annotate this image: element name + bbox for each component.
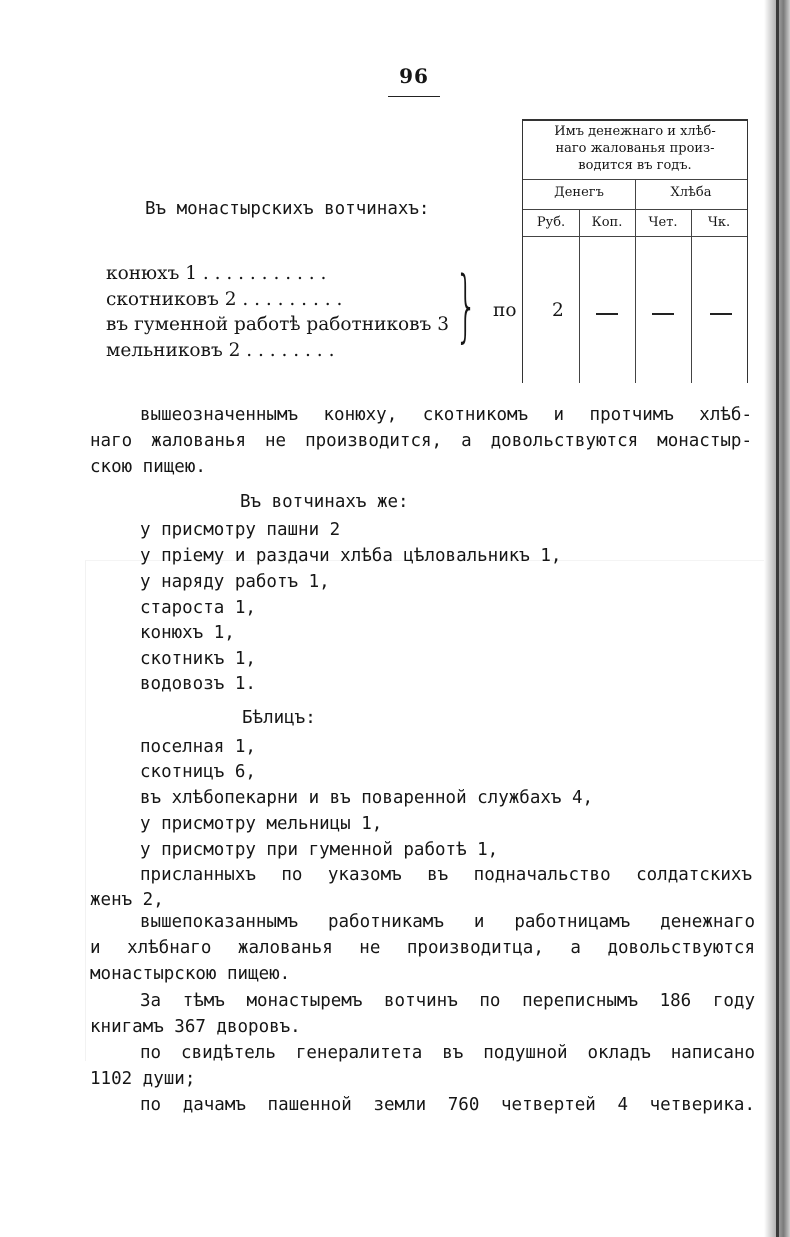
section-heading: Бѣлицъ: [242,708,316,728]
list-item: конюхъ 1, [140,623,235,643]
list-item: староста 1, [140,598,256,618]
paragraph-line: За тѣмъ монастыремъ вотчинъ по переписнымъ 186 году [140,991,755,1011]
list-item: скотникъ 1, [140,649,256,669]
list-item: въ хлѣбопекарни и въ поваренной службахъ 4, [140,788,594,808]
paragraph-line: скою пищею. [90,457,206,477]
group-money-header: Денегъ [554,185,604,200]
kop-value-dash [596,313,618,315]
page-number: 96 [399,64,429,88]
paragraph-line: по свидѣтель генералитета въ подушной окладъ написано [140,1043,755,1063]
page-number-underline [388,96,440,97]
list-item: водовозъ 1. [140,674,256,694]
paragraph-line: и хлѣбнаго жалованья не производитца, а довольствуются [90,938,755,958]
paragraph-line: монастырскою пищею. [90,964,291,984]
table-caption-line: наго жалованья произ- [555,141,715,156]
paragraph-line: вышеозначеннымъ конюху, скотникомъ и протчимъ хлѣб- [140,405,752,425]
list-item: въ гуменной работѣ работниковъ 3 [106,314,449,335]
list-item: у наряду работъ 1, [140,572,330,592]
table-rule [523,209,747,210]
list-item: у прiему и раздачи хлѣба цѣловальникъ 1, [140,546,562,566]
table-caption-line: Имъ денежнаго и хлѣб- [554,124,716,139]
list-item: скотницъ 6, [140,762,256,782]
col-chk-header: Чк. [707,215,731,230]
group-grain-header: Хлѣба [670,185,712,200]
rub-value: 2 [552,300,564,321]
chet-value-dash [652,313,674,315]
table-caption-line: водится въ годъ. [578,158,692,173]
table-caption [523,123,747,174]
list-item: у присмотру при гуменной работѣ 1, [140,840,499,860]
list-item: мельниковъ 2 . . . . . . . . [106,340,335,361]
list-item: у присмотру мельницы 1, [140,814,383,834]
paragraph-line: наго жалованья не производится, а довольствуются монастыр- [90,431,752,451]
list-item: конюхъ 1 . . . . . . . . . . . [106,263,327,284]
section-heading: Въ монастырскихъ вотчинахъ: [145,199,430,219]
wage-table [522,119,748,383]
chk-value-dash [710,313,732,315]
section-heading: Въ вотчинахъ же: [240,492,409,512]
list-item: у присмотру пашни 2 [140,520,341,540]
po-label: по [493,300,517,321]
brace-mark: } [455,261,478,351]
paragraph-line: книгамъ 367 дворовъ. [90,1017,301,1037]
table-rule [523,236,747,237]
page-edge-line [776,0,779,1237]
col-chet-header: Чет. [648,215,678,230]
col-kop-header: Коп. [591,215,623,230]
paragraph-line: 1102 души; [90,1069,196,1089]
paragraph-line: по дачамъ пашенной земли 760 четвертей 4 четверика. [140,1095,755,1115]
paragraph-line: вышепоказаннымъ работникамъ и работницамъ денежнаго [140,912,755,932]
paragraph-line: присланныхъ по указомъ въ подначальство солдатскихъ [140,865,752,885]
list-item: скотниковъ 2 . . . . . . . . . [106,289,343,310]
list-item: поселная 1, [140,737,256,757]
paragraph-line: женъ 2, [90,890,164,910]
col-rub-header: Руб. [536,215,566,230]
